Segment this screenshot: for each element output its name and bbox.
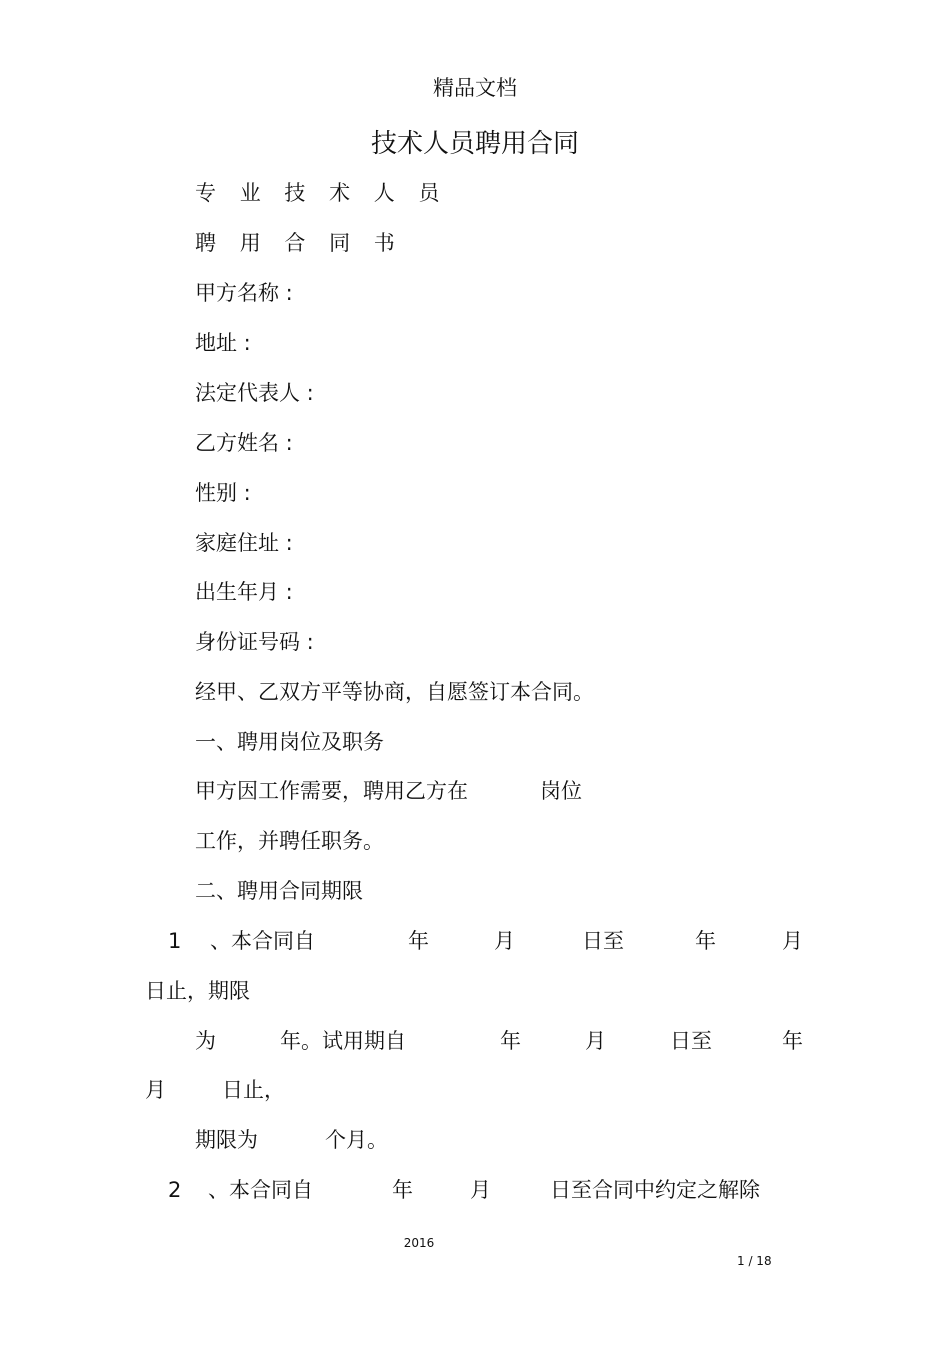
item-2-year: 年 bbox=[392, 1178, 413, 1202]
heading-char: 用 bbox=[239, 231, 261, 255]
heading-char: 书 bbox=[373, 231, 395, 255]
item-1b-year3: 年 bbox=[782, 1029, 803, 1053]
heading-professional-staff bbox=[195, 179, 439, 207]
heading-char: 业 bbox=[239, 181, 261, 205]
item-1b-day-to: 日至 bbox=[670, 1029, 712, 1053]
document-title: 技术人员聘用合同 bbox=[370, 129, 579, 159]
item-2-number: 2 bbox=[168, 1178, 182, 1202]
section-1-line-1b: 岗位 bbox=[540, 779, 582, 803]
heading-char: 合 bbox=[284, 231, 306, 255]
item-2-month: 月 bbox=[470, 1178, 491, 1202]
section-2-heading: 二、聘用合同期限 bbox=[195, 879, 363, 903]
intro-paragraph: 经甲、乙双方平等协商，自愿签订本合同。 bbox=[195, 680, 594, 704]
field-id-number: 身份证号码 : bbox=[195, 630, 314, 654]
item-1c-end: 日止， bbox=[222, 1078, 285, 1102]
item-2-text: 、本合同自 bbox=[208, 1178, 313, 1202]
field-birth: 出生年月 : bbox=[195, 580, 293, 604]
field-legal-rep: 法定代表人 : bbox=[195, 381, 314, 405]
item-1-text: 、本合同自 bbox=[210, 929, 315, 953]
field-home-address: 家庭住址 : bbox=[195, 531, 293, 555]
item-1b-wei: 为 bbox=[195, 1029, 216, 1053]
section-1-line-1a: 甲方因工作需要，聘用乙方在 bbox=[195, 779, 468, 803]
item-1b-year-probation: 年。试用期自 bbox=[280, 1029, 406, 1053]
heading-char: 专 bbox=[195, 181, 216, 205]
item-1b-year2: 年 bbox=[500, 1029, 521, 1053]
item-1b-month2: 月 bbox=[585, 1029, 606, 1053]
page-number: 1 / 18 bbox=[737, 1254, 772, 1268]
item-1c-month: 月 bbox=[145, 1078, 166, 1102]
field-party-a-name: 甲方名称 : bbox=[195, 281, 293, 305]
item-1d-label: 期限为 bbox=[195, 1128, 258, 1152]
item-1-year: 年 bbox=[408, 929, 429, 953]
heading-char: 术 bbox=[329, 181, 351, 205]
field-address: 地址 : bbox=[195, 331, 251, 355]
item-1d-months: 个月。 bbox=[325, 1128, 388, 1152]
item-1-day-to: 日至 bbox=[582, 929, 624, 953]
section-1-heading: 一、聘用岗位及职务 bbox=[195, 730, 384, 754]
heading-char: 聘 bbox=[195, 231, 216, 255]
item-2-rest: 日至合同中约定之解除 bbox=[550, 1178, 760, 1202]
item-1-year-end: 年 bbox=[695, 929, 716, 953]
heading-char: 员 bbox=[418, 181, 440, 205]
section-1-line-2: 工作，并聘任职务。 bbox=[195, 829, 384, 853]
page-header: 精品文档 bbox=[433, 76, 517, 100]
footer-year: 2016 bbox=[403, 1236, 435, 1250]
heading-contract-book bbox=[195, 229, 395, 257]
heading-char: 技 bbox=[284, 181, 306, 205]
item-1-month: 月 bbox=[494, 929, 515, 953]
heading-char: 同 bbox=[329, 231, 351, 255]
field-party-b-name: 乙方姓名 : bbox=[195, 431, 293, 455]
field-gender: 性别 : bbox=[195, 481, 251, 505]
item-1-continuation: 日止，期限 bbox=[145, 979, 250, 1003]
item-1-number: 1 bbox=[168, 929, 182, 953]
item-1-month-end: 月 bbox=[782, 929, 803, 953]
heading-char: 人 bbox=[373, 181, 395, 205]
